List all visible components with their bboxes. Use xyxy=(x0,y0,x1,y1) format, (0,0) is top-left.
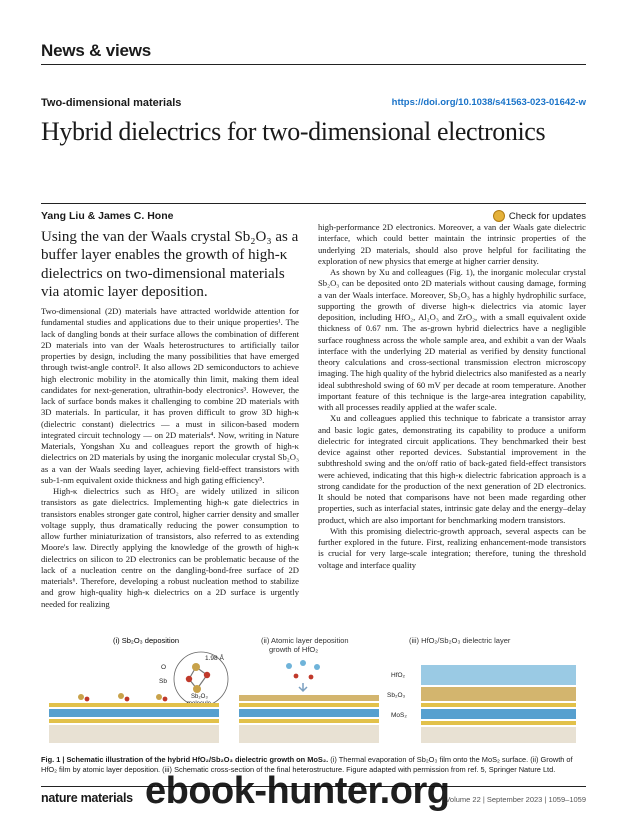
mos2-substrate-2 xyxy=(239,695,379,743)
volume-info: Volume 22 | September 2023 | 1059–1059 xyxy=(445,795,586,804)
header-rule xyxy=(41,64,586,65)
hfo2-precursors xyxy=(286,660,320,691)
molecule-label-1: Sb₂O₃ xyxy=(191,694,208,700)
bond-length-label: 1.98 Å xyxy=(205,655,224,662)
article-title: Hybrid dielectrics for two-dimensional electronics xyxy=(41,117,546,146)
panel-2-label-line2: growth of HfO₂ xyxy=(269,645,319,654)
body-column-right xyxy=(318,222,586,571)
authors: Yang Liu & James C. Hone xyxy=(41,210,174,222)
body-column-left xyxy=(41,306,299,610)
mos2-substrate-1 xyxy=(49,703,219,743)
standfirst: Using the van der Waals crystal Sb₂O₃ as a buffer layer enables the growth of high-κ dielectrics on two-dimensional materials via atomic layer deposition. xyxy=(41,229,299,301)
layer-label-mos2: MoS₂ xyxy=(391,712,407,719)
panel-3-label: (iii) HfO₂/Sb₂O₃ dielectric layer xyxy=(409,636,511,645)
category-label: Two-dimensional materials xyxy=(41,97,182,109)
oxygen-label: O xyxy=(161,664,167,671)
watermark: ebook-hunter.org xyxy=(145,770,450,812)
panel-2-label-line1: (ii) Atomic layer deposition xyxy=(261,636,349,645)
figure-schematic xyxy=(41,631,586,748)
paragraph: High-κ dielectrics such as HfO₂ are widely utilized in silicon transistors as gate dielectrics. Implementing high-κ gate dielectrics in transistors enables stronger gate control, higher carrier density and smaller voltage supply, thus dramatically reducing the power consumption to allow further miniaturization of transistors, also referred to as extending Moore's law. Directly applying the knowledge of the growth of high-κ dielectrics on silicon to 2D electronics can be problematic because of the lack of a nucleation centre on the dangling-bond-free surface of 2D materials⁶. Therefore, developing a robust nucleation method to stabilize and grow high-quality high-κ dielectrics on a 2D surface is urgently needed for realizing xyxy=(41,486,299,609)
caption-text: (i) Thermal evaporation of Sb₂O₃ film onto the MoS₂ surface. (ii) Growth of HfO₂ film by atomic layer deposition. (iii) Schematic cross-section of the final heterostructure. Figure adapted with permission from ref. 5, Springer Nature Ltd. xyxy=(41,755,573,774)
antimony-label: Sb xyxy=(159,678,167,685)
heterostructure-cross-section xyxy=(421,665,576,743)
check-updates-button[interactable] xyxy=(493,210,586,222)
section-header: News & views xyxy=(41,41,152,60)
journal-name: nature materials xyxy=(41,791,133,805)
layer-label-sb2o3: Sb₂O₃ xyxy=(387,692,406,699)
sb2o3-clusters xyxy=(78,693,167,701)
check-updates-label: Check for updates xyxy=(508,210,586,222)
check-updates-icon xyxy=(493,210,505,222)
figure-1 xyxy=(41,631,586,748)
panel-1-label: (i) Sb₂O₃ deposition xyxy=(113,636,179,645)
paragraph: high-performance 2D electronics. Moreover, a van der Waals gate dielectric interface, which could better maintain the intrinsic properties of the underlying 2D materials, should also prove helpful for facilitating the exploration of new physics that emerge at higher carrier density. xyxy=(318,222,586,266)
title-rule xyxy=(41,203,586,204)
paragraph: With this promising dielectric-growth approach, several aspects can be further explored in the future. First, realizing enhancement-mode transistors is crucial for very large-scale integration; therefore, tuning the threshold voltage and interface quality xyxy=(318,525,586,570)
paragraph: As shown by Xu and colleagues (Fig. 1), the inorganic molecular crystal Sb₂O₃ can be deposited onto 2D materials without causing damage, forming a van der Waals interface. Moreover, Sb₂O₃ has a highly hydrophilic surface, supporting the growth of diverse high-κ dielectrics via atomic layer deposition, including HfO₂, Al₂O₃ and ZrO₂, with a small equivalent oxide thickness of 0.67 nm. The as-grown hybrid dielectrics have a negligible surface roughness across the whole sample area, and exhibit a van der Waals interface with the underlying 2D material as verified by density functional theory calculations and cross-sectional transmission electron microscopy imaging. The high quality of the hybrid dielectrics also manifested as a nearly ideal subthreshold swing of 60 mV per decade at room temperature. Another important feature of this technique is the large-area integration capability, with all processes readily applied at the wafer scale. xyxy=(318,267,586,412)
layer-label-hfo2: HfO₂ xyxy=(391,672,406,679)
paragraph: Xu and colleagues applied this technique to fabricate a transistor array and basic logic gates, demonstrating its capability to produce a uniform dielectric for integrated circuit applications. They benchmarked their best device against other reported devices. Substantial improvement in the subthreshold swing and the on/off ratio of back-gated field-effect transistors were achieved, indicating that this high-κ dielectric fabrication approach is a strong candidate for the production of the next generation of 2D electronics. It should be noted that comparisons have not been made regarding other properties, such as interfacial states, intrinsic gate delay and the energy–delay product, which are also important for benchmarking modern transistors. xyxy=(318,413,586,525)
paragraph: Two-dimensional (2D) materials have attracted worldwide attention for fundamental studies and applications due to their unique properties¹. The lack of dangling bonds at their surface allows the combination of different 2D materials into van der Waals heterostructures to artificially tailor properties by design, including the many possibilities that have emerged through twist-angle control². It also allows 2D semiconductors to achieve high electronic mobility in the atomically thin limit, making them ideal candidates for next-generation, ultrathin-body electronics³. However, the lack of surface bonds makes it challenging to combine 2D materials with 3D materials. In particular, it has proven difficult to grow 3D high-κ (dielectric constant) dielectrics — a must in silicon-based modern integrated circuit technology — on 2D materials⁴. Now, writing in Nature Materials, Yongshan Xu and colleagues report the growth of high-κ dielectrics on 2D materials by using the inorganic molecular crystal Sb₂O₃ as a van der Waals seeding layer, achieving field-effect transistors with sub-1-nm equivalent oxide thickness and high gating efficiency⁵. xyxy=(41,306,299,485)
caption-title: Fig. 1 | Schematic illustration of the hybrid HfO₂/Sb₂O₃ dielectric growth on MoS₂. xyxy=(41,755,329,764)
doi-link[interactable]: https://doi.org/10.1038/s41563-023-01642-w xyxy=(391,97,586,108)
